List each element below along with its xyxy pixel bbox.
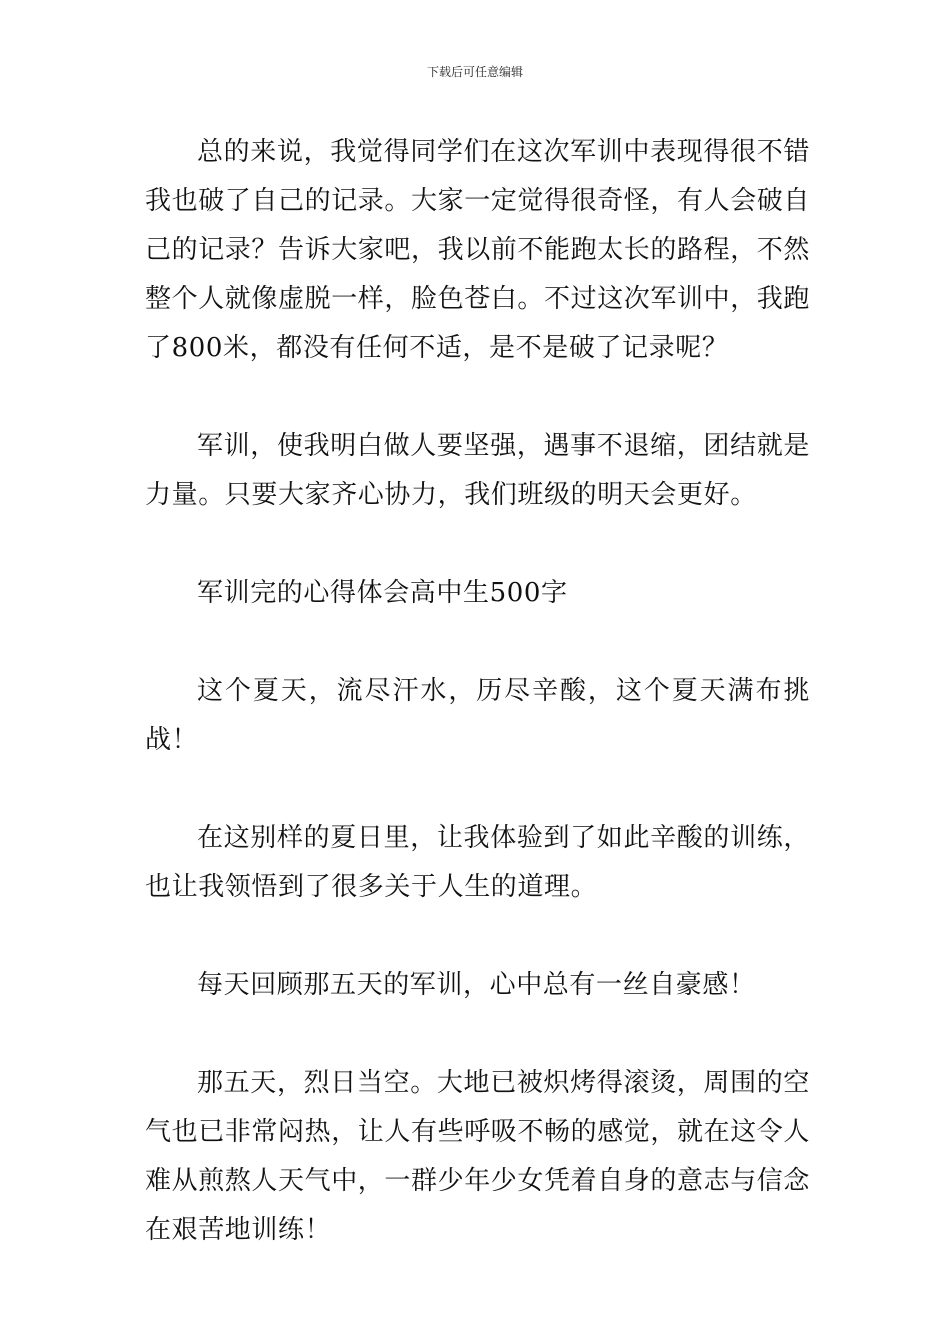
paragraph-pride: 每天回顾那五天的军训，心中总有一丝自豪感！ xyxy=(197,970,756,1000)
paragraph-summer: 这个夏天，流尽汗水，历尽辛酸，这个夏天满布挑战！ xyxy=(145,676,810,755)
page-header-note: 下载后可任意编辑 xyxy=(426,65,523,79)
paragraph-heat: 那五天，烈日当空。大地已被炽烤得滚烫，周围的空气也已非常闷热，让人有些呼吸不畅的感觉，就在这令人难从煎熬人天气中，一群少年少女凭着自身的意志与信念在艰苦地训练！ xyxy=(145,1068,811,1245)
paragraph-lesson: 军训，使我明白做人要坚强，遇事不退缩，团结就是力量。只要大家齐心协力，我们班级的明天会更好。 xyxy=(145,431,810,510)
paragraph-experience: 在这别样的夏日里，让我体验到了如此辛酸的训练，也让我领悟到了很多关于人生的道理。 xyxy=(145,823,810,902)
section-title: 军训完的心得体会高中生500字 xyxy=(197,578,568,608)
document-body xyxy=(145,128,810,1255)
paragraph-conclusion: 总的来说，我觉得同学们在这次军训中表现得很不错我也破了自己的记录。大家一定觉得很奇怪，有人会破自己的记录？告诉大家吧，我以前不能跑太长的路程，不然整个人就像虚脱一样，脸色苍白。不过这次军训中，我跑了800米，都没有任何不适，是不是破了记录呢？ xyxy=(145,137,811,363)
